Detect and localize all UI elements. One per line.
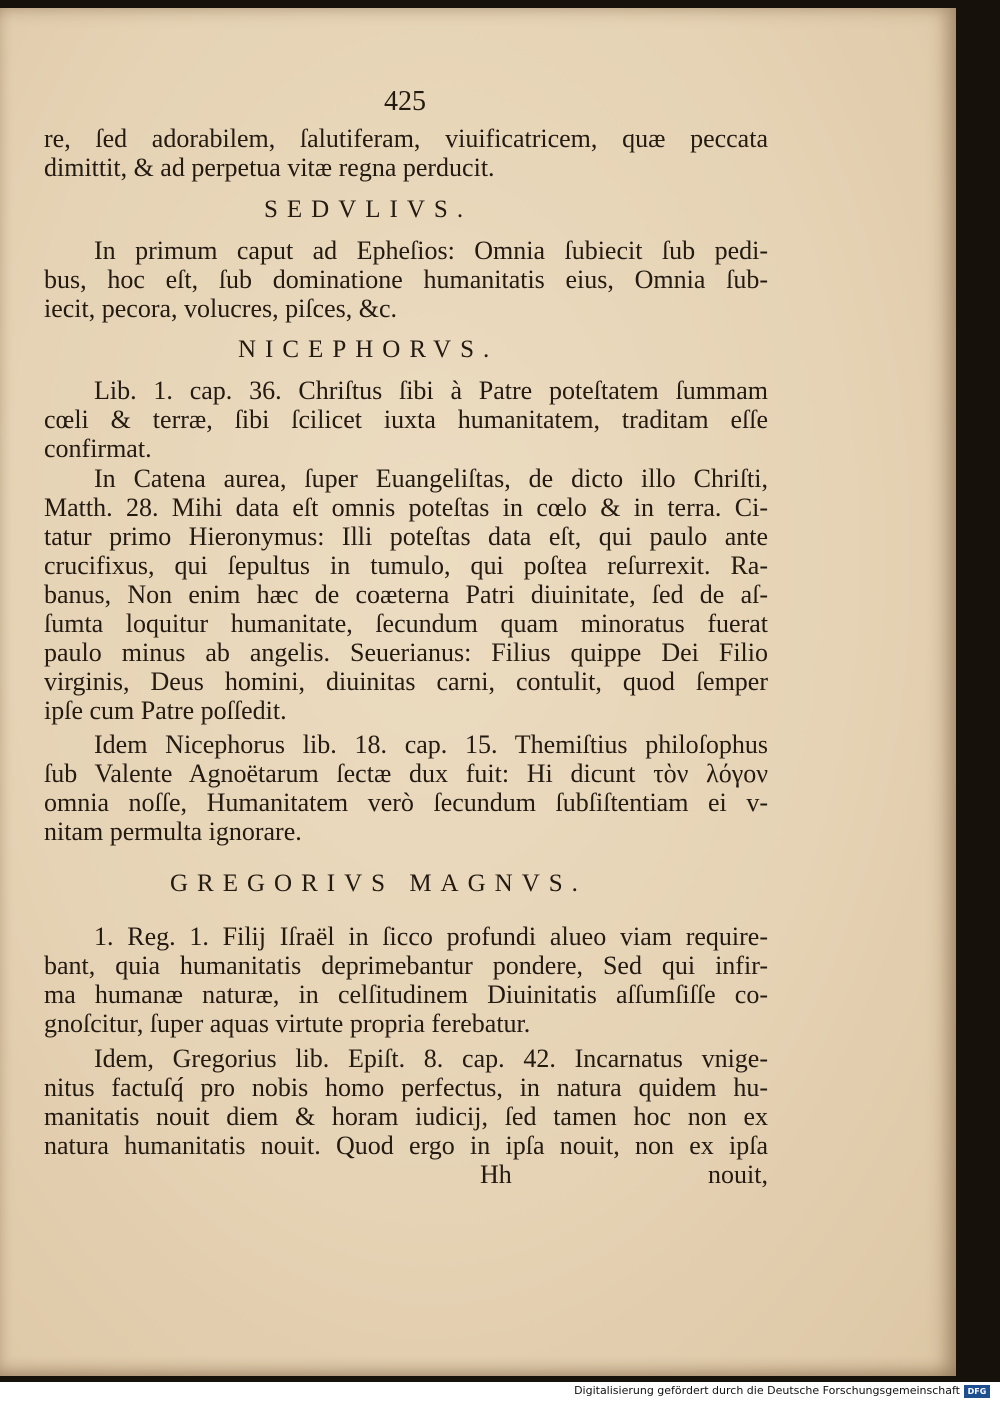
sedulius-paragraph (44, 236, 768, 323)
text-line: tatur primo Hieronymus: Illi poteſtas data eſt, qui paulo ante (44, 522, 768, 551)
text-line: paulo minus ab angelis. Seuerianus: Filius quippe Dei Filio (44, 638, 768, 667)
text-line: crucifixus, qui ſepultus in tumulo, qui poſtea reſurrexit. Ra- (44, 551, 768, 580)
text-line: manitatis nouit diem & horam iudicij, ſed tamen hoc non ex (44, 1102, 768, 1131)
funding-credit: Digitalisierung gefördert durch die Deutsche Forschungsgemeinschaft (574, 1384, 960, 1397)
text-line: dimittit, & ad perpetua vitæ regna perducit. (44, 153, 495, 182)
text-line: Idem Nicephorus lib. 18. cap. 15. Themiſtius philoſophus (94, 730, 768, 759)
text-line: re, ſed adorabilem, ſalutiferam, viuificatricem, quæ peccata (44, 124, 768, 153)
text-line: gnoſcitur, ſuper aquas virtute propria ferebatur. (44, 1009, 531, 1038)
text-line: ſumta loquitur humanitate, ſecundum quam minoratus fuerat (44, 609, 768, 638)
text-line: Lib. 1. cap. 36. Chriſtus ſibi à Patre poteſtatem ſummam (94, 376, 768, 405)
text-line: ſub Valente Agnoëtarum ſectæ dux fuit: Hi dicunt τὸν λόγον (44, 759, 768, 788)
nicephorus-paragraph-1 (44, 376, 768, 463)
text-line: In Catena aurea, ſuper Euangeliſtas, de dicto illo Chriſti, (94, 464, 768, 493)
text-line: Matth. 28. Mihi data eſt omnis poteſtas in cœlo & in terra. Ci- (44, 493, 768, 522)
catchword: nouit, (708, 1160, 768, 1189)
gregorius-paragraph-1 (44, 922, 768, 1038)
digitization-footer (0, 1382, 1000, 1401)
text-line: bus, hoc eſt, ſub dominatione humanitatis eius, Omnia ſub- (44, 265, 768, 294)
text-line: ma humanæ naturæ, in celſitudinem Diuinitatis aſſumſiſſe co- (44, 980, 768, 1009)
text-line: omnia noſſe, Humanitatem verò ſecundum ſubſiſtentiam ei v- (44, 788, 768, 817)
opening-paragraph (44, 124, 768, 182)
text-line: confirmat. (44, 434, 152, 463)
text-line: virginis, Deus homini, diuinitas carni, contulit, quod ſemper (44, 667, 768, 696)
text-line: nitus factuſq́ pro nobis homo perfectus, in natura quidem hu- (44, 1073, 768, 1102)
text-line: In primum caput ad Epheſios: Omnia ſubiecit ſub pedi- (94, 236, 768, 265)
text-line: ipſe cum Patre poſſedit. (44, 696, 287, 725)
heading-nicephorus: NICEPHORVS. (238, 336, 499, 363)
heading-gregorius: GREGORIVS MAGNVS. (170, 870, 587, 897)
text-line: 1. Reg. 1. Filij Iſraël in ſicco profundi alueo viam require- (94, 922, 768, 951)
signature-mark: Hh (480, 1160, 512, 1189)
text-line: iecit, pecora, volucres, piſces, &c. (44, 294, 398, 323)
text-line: cœli & terræ, ſibi ſcilicet iuxta humanitatem, traditam eſſe (44, 405, 768, 434)
text-line: natura humanitatis nouit. Quod ergo in ipſa nouit, non ex ipſa (44, 1131, 768, 1160)
nicephorus-paragraph-3 (44, 730, 768, 846)
heading-sedulius: SEDVLIVS. (264, 196, 473, 223)
text-line: Idem, Gregorius lib. Epiſt. 8. cap. 42. Incarnatus vnige- (94, 1044, 768, 1073)
gregorius-paragraph-2 (44, 1044, 768, 1160)
text-line: bant, quia humanitatis deprimebantur pondere, Sed qui infir- (44, 951, 768, 980)
text-line: nitam permulta ignorare. (44, 817, 302, 846)
nicephorus-paragraph-2 (44, 464, 768, 725)
page-number: 425 (384, 86, 426, 117)
dfg-logo-icon: DFG (964, 1385, 990, 1398)
text-line: banus, Non enim hæc de coæterna Patri diuinitate, ſed de aſ- (44, 580, 768, 609)
